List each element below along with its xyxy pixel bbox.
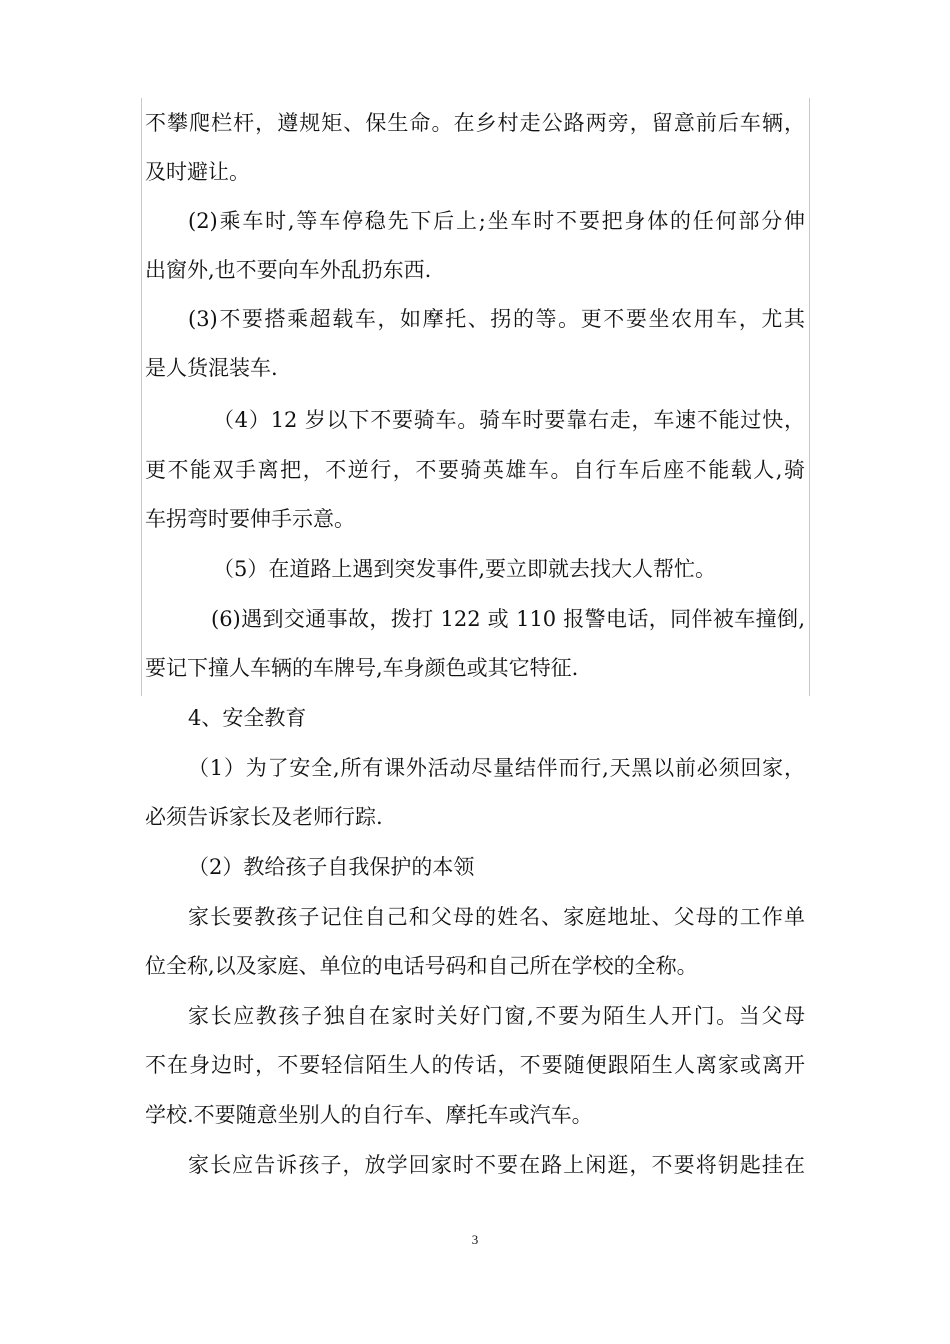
text-line: 是人货混装车. <box>145 356 278 380</box>
text-line: 及时避让。 <box>145 160 250 184</box>
text-line: 不在身边时，不要轻信陌生人的传话，不要随便跟陌生人离家或离开 <box>145 1053 805 1077</box>
text-line: （2）教给孩子自我保护的本领 <box>188 855 475 879</box>
text-line: (3)不要搭乘超载车，如摩托、拐的等。更不要坐农用车，尤其 <box>188 307 805 331</box>
text-line: 家长要教孩子记住自己和父母的姓名、家庭地址、父母的工作单 <box>188 905 805 929</box>
text-line: 家长应教孩子独自在家时关好门窗,不要为陌生人开门。当父母 <box>188 1004 805 1028</box>
text-line: 位全称,以及家庭、单位的电话号码和自己所在学校的全称。 <box>145 954 698 978</box>
text-line: 更不能双手离把，不逆行，不要骑英雄车。自行车后座不能载人,骑 <box>145 458 805 482</box>
text-line: (2)乘车时,等车停稳先下后上;坐车时不要把身体的任何部分伸 <box>188 209 805 233</box>
text-line: （1）为了安全,所有课外活动尽量结伴而行,天黑以前必须回家， <box>188 756 805 780</box>
text-line: 不攀爬栏杆，遵规矩、保生命。在乡村走公路两旁，留意前后车辆， <box>145 111 805 135</box>
text-line: 必须告诉家长及老师行踪. <box>145 805 383 829</box>
text-line: 家长应告诉孩子，放学回家时不要在路上闲逛，不要将钥匙挂在 <box>188 1153 805 1177</box>
page-number: 3 <box>471 1232 479 1247</box>
text-line: 学校.不要随意坐别人的自行车、摩托车或汽车。 <box>145 1103 593 1127</box>
text-line: 要记下撞人车辆的车牌号,车身颜色或其它特征. <box>145 656 579 680</box>
text-line: （4）12 岁以下不要骑车。骑车时要靠右走，车速不能过快， <box>213 408 805 432</box>
text-line: (6)遇到交通事故，拨打 122 或 110 报警电话，同伴被车撞倒, <box>211 607 805 631</box>
text-line: 车拐弯时要伸手示意。 <box>145 507 355 531</box>
text-line: （5）在道路上遇到突发事件,要立即就去找大人帮忙。 <box>213 557 717 581</box>
section-heading: 4、安全教育 <box>188 706 307 730</box>
text-line: 出窗外,也不要向车外乱扔东西. <box>145 258 432 282</box>
